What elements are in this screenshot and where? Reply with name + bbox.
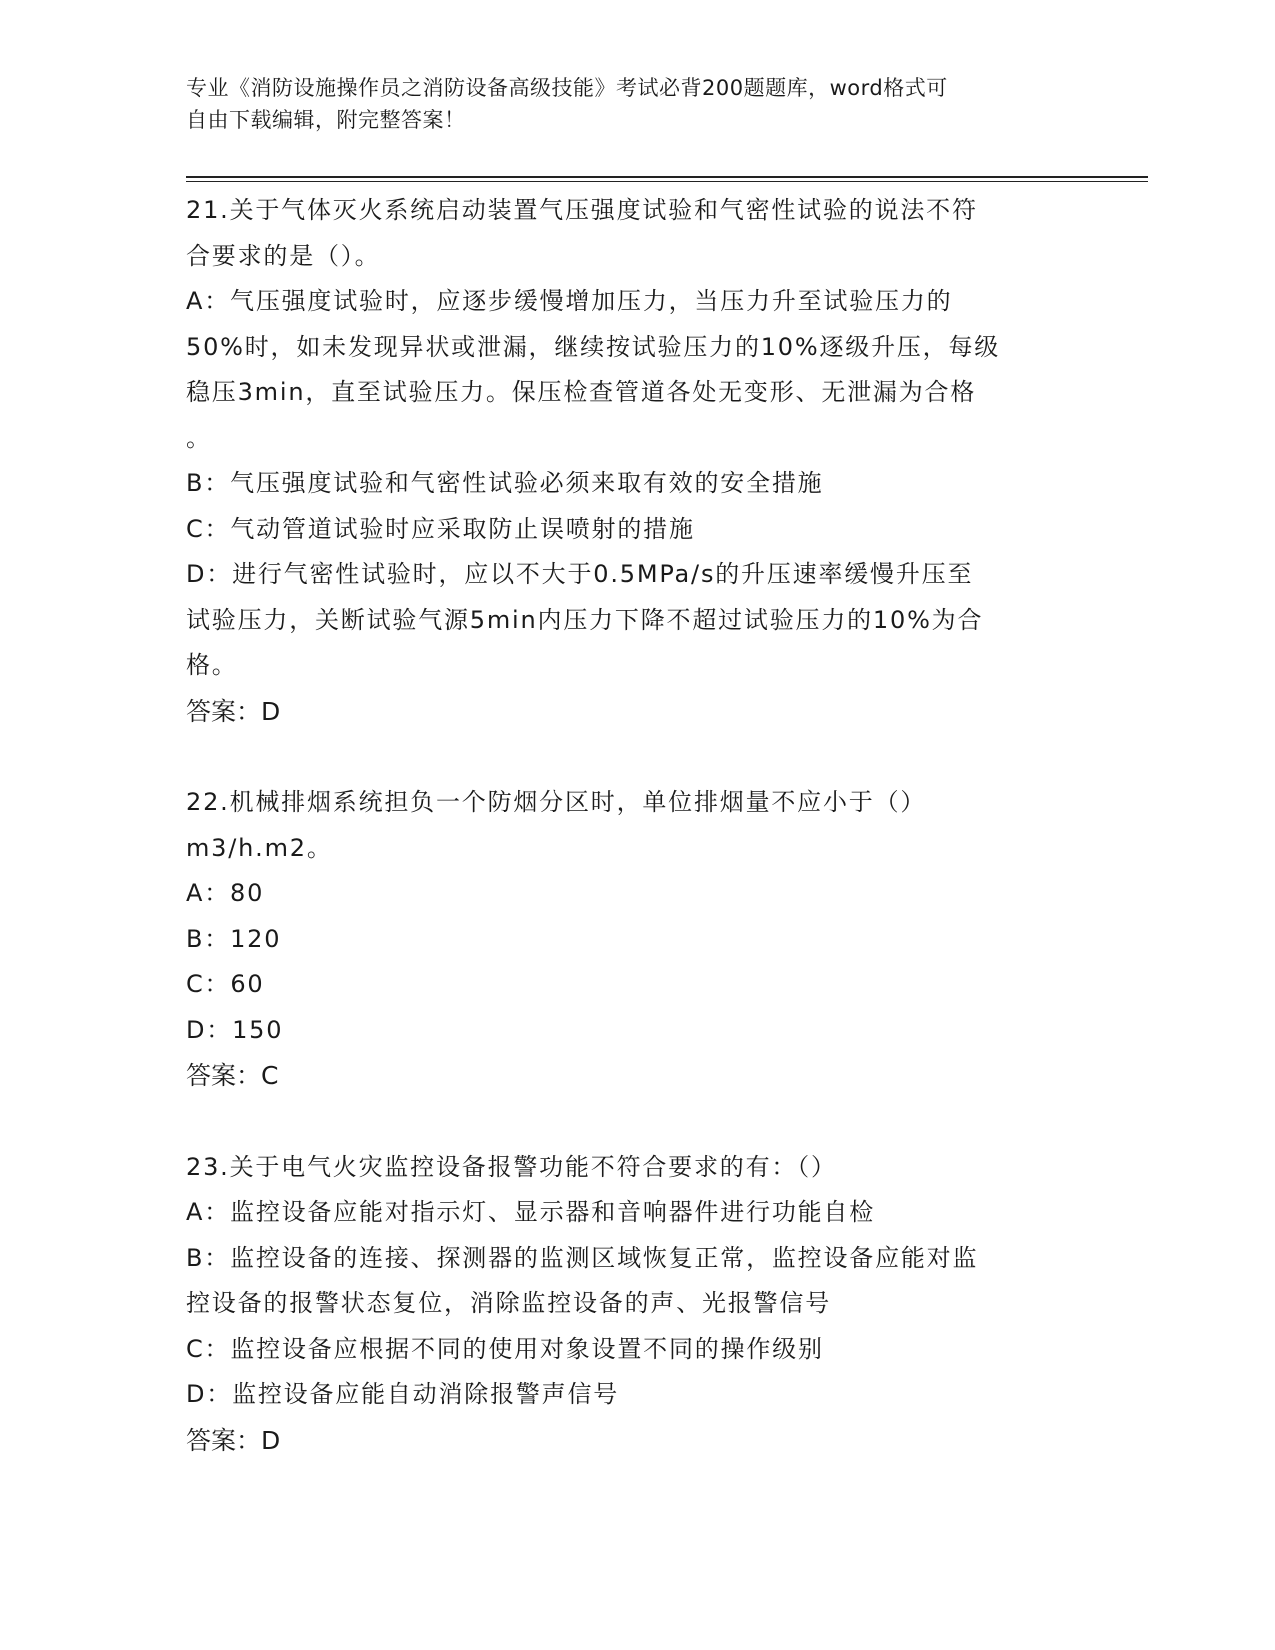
spacer (186, 1099, 1066, 1145)
document-header (186, 72, 1066, 136)
option-b-cont: 控设备的报警状态复位，消除监控设备的声、光报警信号 (186, 1289, 831, 1317)
header-line-1: 专业《消防设施操作员之消防设备高级技能》考试必背200题题库，word格式可 (186, 76, 948, 100)
option-c: C：监控设备应根据不同的使用对象设置不同的操作级别 (186, 1334, 824, 1363)
option-a-cont: 稳压3min，直至试验压力。保压检查管道各处无变形、无泄漏为合格 (186, 378, 977, 406)
question-22 (186, 780, 1066, 1099)
question-stem-line: 合要求的是（）。 (186, 241, 381, 270)
option-a-cont: 。 (186, 423, 212, 452)
header-divider-thin (186, 181, 1148, 182)
option-c: C：60 (186, 970, 265, 998)
option-a: A：监控设备应能对指示灯、显示器和音响器件进行功能自检 (186, 1198, 876, 1226)
option-a-cont: 50%时，如未发现异状或泄漏，继续按试验压力的10%逐级升压，每级 (186, 332, 1001, 361)
question-stem-line: 22.机械排烟系统担负一个防烟分区时，单位排烟量不应小于（） (186, 788, 927, 816)
question-21 (186, 188, 1066, 734)
spacer (186, 734, 1066, 780)
answer-23: 答案：D (186, 1425, 281, 1455)
option-a: A：气压强度试验时，应逐步缓慢增加压力，当压力升至试验压力的 (186, 287, 953, 315)
option-a: A：80 (186, 879, 265, 907)
answer-22: 答案：C (186, 1061, 279, 1090)
option-d-cont: 格。 (186, 651, 238, 679)
header-line-2: 自由下载编辑，附完整答案！ (186, 108, 466, 132)
option-d: D：150 (186, 1015, 284, 1044)
option-b: B：气压强度试验和气密性试验必须来取有效的安全措施 (186, 469, 824, 497)
option-d: D：监控设备应能自动消除报警声信号 (186, 1380, 620, 1408)
question-stem-line: 23.关于电气火灾监控设备报警功能不符合要求的有：（） (186, 1152, 837, 1181)
header-divider-thick (186, 176, 1148, 178)
option-b: B：监控设备的连接、探测器的监测区域恢复正常，监控设备应能对监 (186, 1243, 979, 1272)
question-stem-line: 21.关于气体灭火系统启动装置气压强度试验和气密性试验的说法不符 (186, 196, 978, 224)
answer-21: 答案：D (186, 696, 281, 726)
option-d-cont: 试验压力，关断试验气源5min内压力下降不超过试验压力的10%为合 (186, 605, 984, 634)
option-b: B：120 (186, 924, 282, 953)
option-c: C：气动管道试验时应采取防止误喷射的措施 (186, 514, 695, 543)
question-stem-line: m3/h.m2。 (186, 833, 333, 862)
option-d: D：进行气密性试验时，应以不大于0.5MPa/s的升压速率缓慢升压至 (186, 560, 974, 588)
question-23 (186, 1145, 1066, 1464)
question-list (186, 188, 1066, 1463)
